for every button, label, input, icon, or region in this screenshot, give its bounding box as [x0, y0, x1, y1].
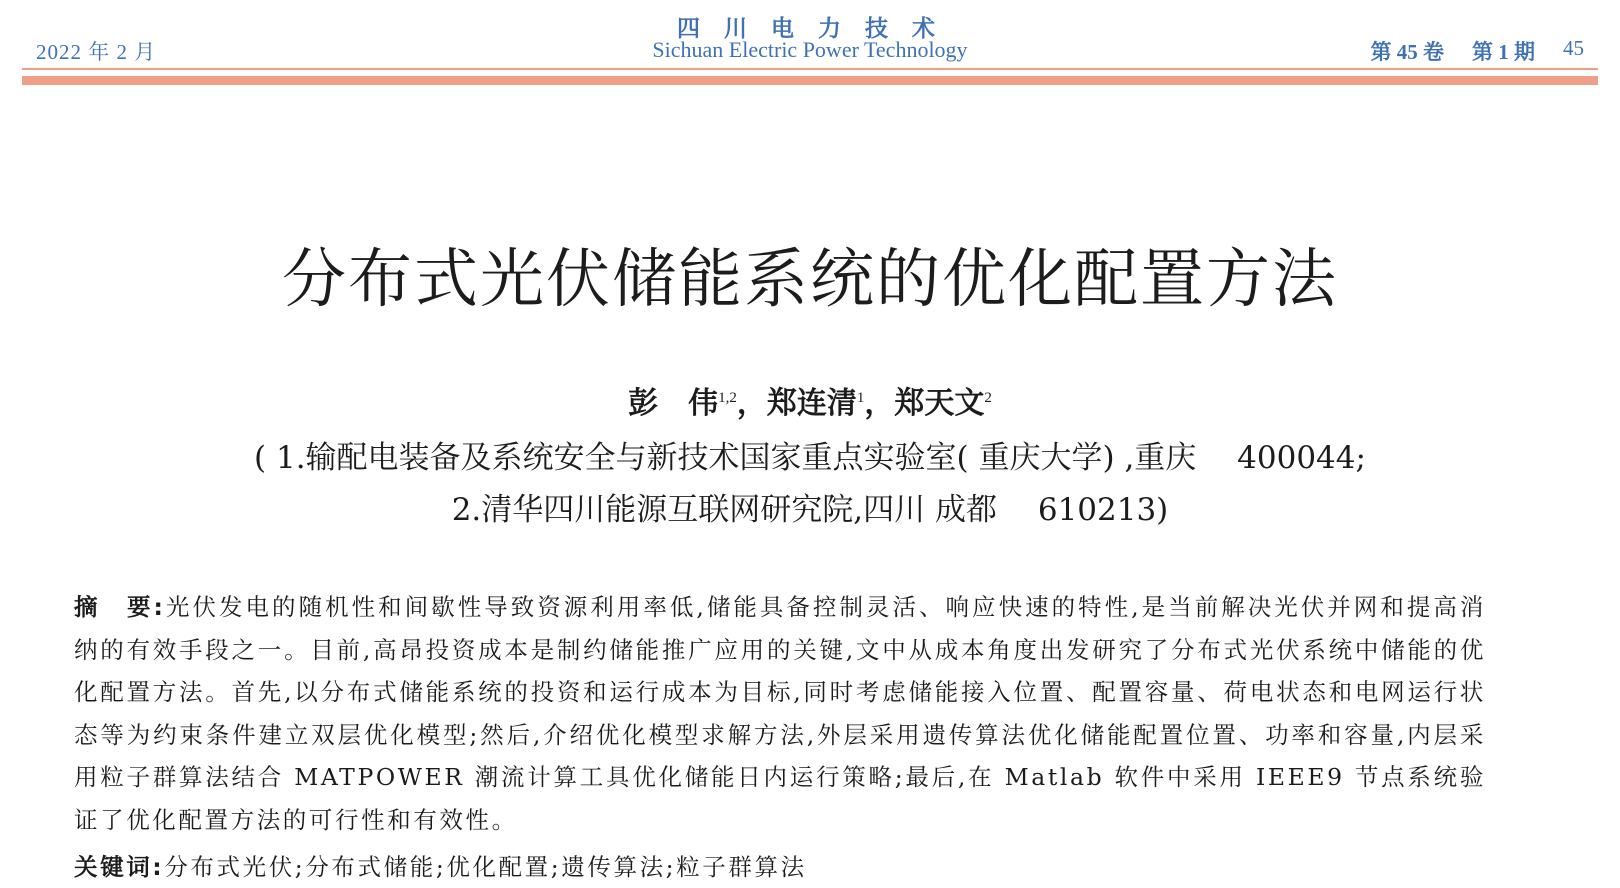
author-name: 彭 伟 [628, 386, 719, 421]
header-rule-thick [22, 76, 1598, 85]
page-header [0, 0, 1620, 92]
issue-number: 第 1 期 [1472, 40, 1535, 64]
abstract-text: 光伏发电的随机性和间歇性导致资源利用率低,储能具备控制灵活、响应快速的特性,是当前解决光伏并网和提高消纳的有效手段之一。目前,高昂投资成本是制约储能推广应用的关键,文中从成本角度出发研究了分布式光伏系统中储能的优化配置方法。首先,以分布式储能系统的投资和运行成本为目标,同时考虑储能接入位置、配置容量、荷电状态和电网运行状态等为约束条件建立双层优化模型;然后,介绍优化模型求解方法,外层采用遗传算法优化储能配置位置、功率和容量,内层采用粒子群算法结合 MATPOWER 潮流计算工具优化储能日内运行策略;最后,在 Matlab 软件中采用 IEEE9 节点系统验证了优化配置方法的可行性和有效性。 [74, 593, 1486, 834]
page-number: 45 [1563, 36, 1584, 60]
volume-issue-page [1371, 36, 1585, 66]
header-rule-thin [22, 68, 1598, 70]
author-affiliation-marker: 1,2 [718, 390, 737, 406]
keywords-text: 分布式光伏;分布式储能;优化配置;遗传算法;粒子群算法 [164, 853, 807, 881]
keywords-label: 关键词: [74, 853, 165, 881]
issue-date: 2022 年 2 月 [36, 40, 157, 64]
abstract-label: 摘 要: [74, 593, 166, 621]
author-name: 郑天文 [894, 386, 985, 421]
article-title: 分布式光伏储能系统的优化配置方法 [282, 243, 1338, 317]
volume-number: 第 45 卷 [1370, 40, 1444, 64]
author-list [0, 378, 1620, 422]
abstract [74, 586, 1486, 841]
journal-name-en: Sichuan Electric Power Technology [652, 37, 968, 62]
author-affiliation-marker: 1 [856, 390, 865, 406]
affiliation-2: 2.清华四川能源互联网研究院,四川 成都 610213) [451, 492, 1169, 528]
journal-name-cn: 四 川 电 力 技 术 [676, 16, 944, 42]
author-name: 郑连清 [766, 386, 857, 421]
author-affiliation-marker: 2 [984, 390, 992, 406]
author-separator: ， [736, 386, 767, 421]
author-separator: ， [864, 386, 895, 421]
affiliation-1: ( 1.输配电装备及系统安全与新技术国家重点实验室( 重庆大学) ,重庆 400044; [254, 440, 1366, 476]
